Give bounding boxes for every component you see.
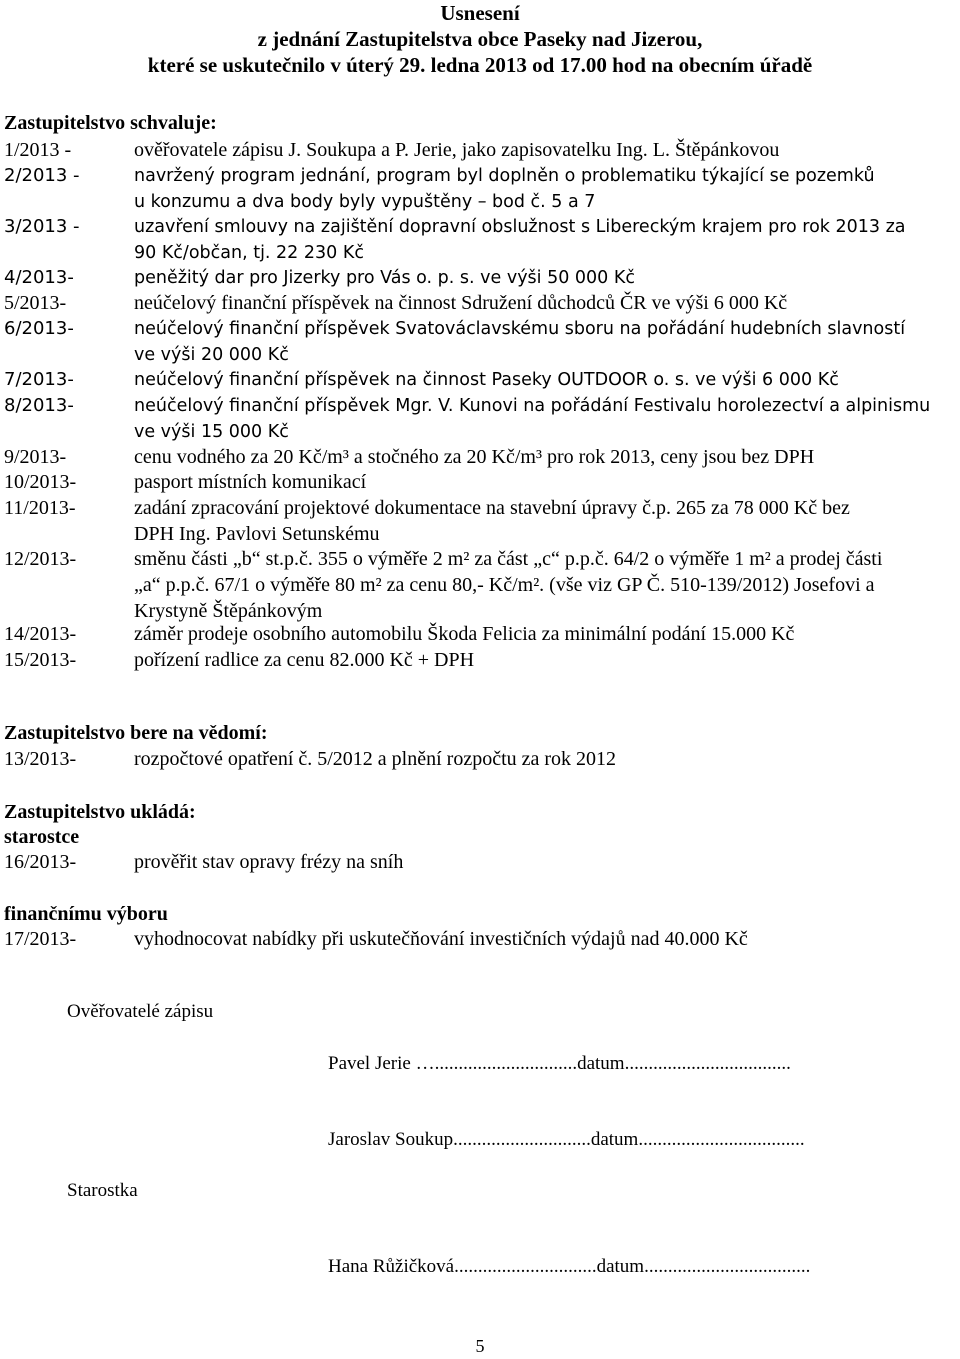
resolution-number: 14/2013- bbox=[4, 623, 77, 645]
resolution-text-line: záměr prodeje osobního automobilu Škoda Felicia za minimální podání 15.000 Kč bbox=[134, 623, 795, 645]
title-line-3: které se uskutečnilo v úterý 29. ledna 2013 od 17.00 hod na obecním úřadě bbox=[147, 53, 813, 77]
resolution-text bbox=[134, 746, 960, 772]
task-recipient-financial-committee: finančnímu výboru bbox=[4, 903, 168, 925]
signature-line-verifier-2: Jaroslav Soukup.............................datum................................... bbox=[328, 1129, 805, 1150]
resolution-number: 12/2013- bbox=[4, 548, 77, 570]
resolution-text-line: neúčelový finanční příspěvek Mgr. V. Kunovi na pořádání Festivalu horolezectví a alpinismu bbox=[134, 396, 931, 416]
resolution-text-line: zadání zpracování projektové dokumentace na stavební úpravy č.p. 265 za 78 000 Kč bez bbox=[134, 497, 850, 519]
document-title bbox=[0, 0, 960, 78]
notes-heading: Zastupitelstvo bere na vědomí: bbox=[4, 722, 268, 744]
resolution-number: 2/2013 - bbox=[4, 165, 80, 186]
resolution-text bbox=[134, 546, 960, 624]
resolution-text-line: u konzumu a dva body byly vypuštěny – bod č. 5 a 7 bbox=[134, 192, 596, 212]
resolution-number: 3/2013 - bbox=[4, 216, 80, 237]
resolution-text-line: pořízení radlice za cenu 82.000 Kč + DPH bbox=[134, 649, 475, 671]
resolution-number: 5/2013- bbox=[4, 292, 67, 314]
resolution-number: 8/2013- bbox=[4, 395, 74, 416]
resolution-text-line: neúčelový finanční příspěvek na činnost Paseky OUTDOOR o. s. ve výši 6 000 Kč bbox=[134, 370, 839, 390]
page-number: 5 bbox=[475, 1336, 485, 1356]
resolution-text-line: ve výši 20 000 Kč bbox=[134, 345, 289, 365]
resolution-text-line: 90 Kč/občan, tj. 22 230 Kč bbox=[134, 243, 364, 263]
signature-line-verifier-1: Pavel Jerie …..............................datum................................... bbox=[328, 1053, 791, 1074]
approves-heading: Zastupitelstvo schvaluje: bbox=[4, 112, 217, 134]
resolution-text-line: směnu části „b“ st.p.č. 355 o výměře 2 m² za část „c“ p.p.č. 64/2 o výměře 1 m² a prodej části bbox=[134, 548, 883, 570]
resolution-text bbox=[134, 163, 960, 215]
resolution-text-line: Krystyně Štěpánkovým bbox=[134, 600, 323, 622]
resolution-text-line: uzavření smlouvy na zajištění dopravní obslužnost s Libereckým krajem pro rok 2013 za bbox=[134, 217, 906, 237]
resolution-text bbox=[134, 393, 960, 445]
resolution-text-line: DPH Ing. Pavlovi Setunskému bbox=[134, 523, 380, 545]
resolution-text bbox=[134, 469, 960, 495]
resolution-number: 13/2013- bbox=[4, 748, 77, 770]
resolution-text-line: neúčelový finanční příspěvek na činnost Sdružení důchodců ČR ve výši 6 000 Kč bbox=[134, 292, 788, 314]
tasks-heading: Zastupitelstvo ukládá: bbox=[4, 801, 196, 823]
resolution-text bbox=[134, 316, 960, 368]
resolution-text-line: peněžitý dar pro Jizerky pro Vás o. p. s. ve výši 50 000 Kč bbox=[134, 268, 635, 288]
resolution-text-line: neúčelový finanční příspěvek Svatováclavskému sboru na pořádání hudebních slavností bbox=[134, 319, 906, 339]
resolution-text bbox=[134, 444, 960, 470]
resolution-text-line: ověřovatele zápisu J. Soukupa a P. Jerie, jako zapisovatelku Ing. L. Štěpánkovou bbox=[134, 139, 780, 161]
resolution-number: 11/2013- bbox=[4, 497, 76, 519]
resolution-text bbox=[134, 265, 960, 291]
resolution-number: 17/2013- bbox=[4, 928, 77, 950]
resolution-text: prověřit stav opravy frézy na sníh bbox=[134, 851, 404, 873]
resolution-number: 7/2013- bbox=[4, 369, 74, 390]
resolution-text bbox=[134, 137, 960, 163]
resolution-text bbox=[134, 621, 960, 647]
resolution-text-line: rozpočtové opatření č. 5/2012 a plnění rozpočtu za rok 2012 bbox=[134, 748, 617, 770]
resolution-number: 10/2013- bbox=[4, 471, 77, 493]
task-recipient-starostce: starostce bbox=[4, 826, 80, 848]
resolution-text: vyhodnocovat nabídky při uskutečňování investičních výdajů nad 40.000 Kč bbox=[134, 928, 748, 950]
resolution-text bbox=[134, 647, 960, 673]
resolution-text-line: cenu vodného za 20 Kč/m³ a stočného za 20 Kč/m³ pro rok 2013, ceny jsou bez DPH bbox=[134, 446, 815, 468]
resolution-text-line: ve výši 15 000 Kč bbox=[134, 422, 289, 442]
resolution-number: 16/2013- bbox=[4, 851, 77, 873]
resolution-number: 15/2013- bbox=[4, 649, 77, 671]
resolution-number: 9/2013- bbox=[4, 446, 67, 468]
title-line-2: z jednání Zastupitelstva obce Paseky nad Jizerou, bbox=[257, 27, 703, 51]
resolution-text bbox=[134, 367, 960, 393]
signature-line-mayor: Hana Růžičková..............................datum................................... bbox=[328, 1256, 811, 1277]
resolution-text bbox=[134, 214, 960, 266]
mayor-label: Starostka bbox=[67, 1180, 138, 1201]
resolution-text-line: „a“ p.p.č. 67/1 o výměře 80 m² za cenu 80,- Kč/m². (vše viz GP Č. 510-139/2012) Josefovi a bbox=[134, 574, 875, 596]
resolution-number: 1/2013 - bbox=[4, 139, 72, 161]
title-line-1: Usnesení bbox=[440, 1, 520, 25]
resolution-text-line: navržený program jednání, program byl doplněn o problematiku týkající se pozemků bbox=[134, 166, 875, 186]
verifiers-label: Ověřovatelé zápisu bbox=[67, 1001, 214, 1022]
resolution-number: 6/2013- bbox=[4, 318, 74, 339]
resolution-number: 4/2013- bbox=[4, 267, 74, 288]
resolution-text bbox=[134, 290, 960, 316]
resolution-text bbox=[134, 495, 960, 547]
resolution-text-line: pasport místních komunikací bbox=[134, 471, 367, 493]
